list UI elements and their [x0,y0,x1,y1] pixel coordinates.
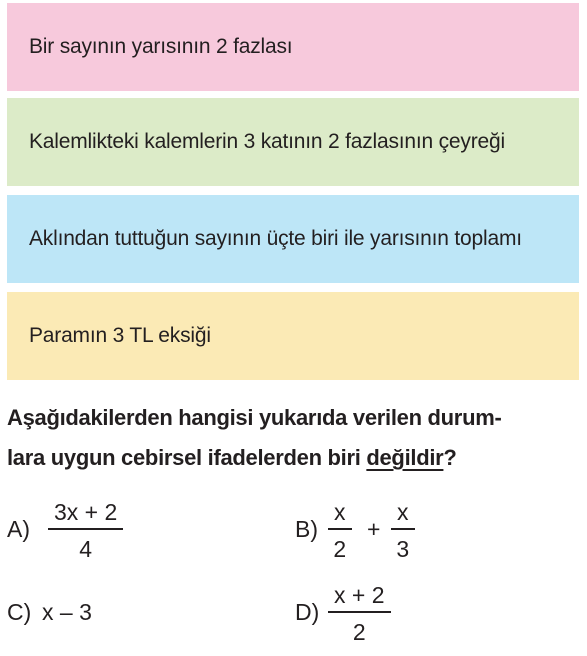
option-c-expression[interactable]: x – 3 [42,599,92,625]
option-c-label[interactable]: C) [7,599,32,625]
option-b-operator: + [367,516,381,542]
question-line-2 [7,438,579,478]
option-d-fraction[interactable] [328,582,391,646]
question-line-1: Aşağıdakilerden hangisi yukarıda verilen durum- [7,405,502,430]
question-emphasis: değildir [366,445,444,470]
question-text [7,398,579,478]
option-b-numerator-2: x [397,499,409,525]
option-a-fraction[interactable] [48,499,123,563]
statement-box-2 [7,98,579,186]
option-b-denominator-1: 2 [333,536,347,562]
option-a-numerator: 3x + 2 [54,499,118,525]
option-b-denominator-2: 3 [396,536,410,562]
option-b-numerator-1: x [334,499,346,525]
statement-box-3 [7,195,579,283]
option-a-label[interactable]: A) [7,516,30,542]
option-d-numerator: x + 2 [334,582,385,608]
statement-text-3: Aklından tuttuğun sayının üçte biri ile yarısının toplamı [29,227,522,250]
option-a-denominator: 4 [79,536,93,562]
option-d-denominator: 2 [352,619,366,645]
statement-text-1: Bir sayının yarısının 2 fazlası [29,35,293,58]
question-line-2-end: ? [443,445,457,470]
statement-box-4 [7,292,579,380]
option-b-fraction-2[interactable] [391,499,415,563]
statement-text-2: Kalemlikteki kalemlerin 3 katının 2 fazlasının çeyreği [29,130,505,153]
option-b-label[interactable]: B) [295,516,318,542]
statement-text-4: Paramın 3 TL eksiği [29,324,211,347]
option-d-label[interactable]: D) [295,599,320,625]
option-b-fraction-1[interactable] [328,499,352,563]
question-line-2-start: lara uygun cebirsel ifadelerden biri [7,445,367,470]
statement-box-1 [7,3,579,91]
